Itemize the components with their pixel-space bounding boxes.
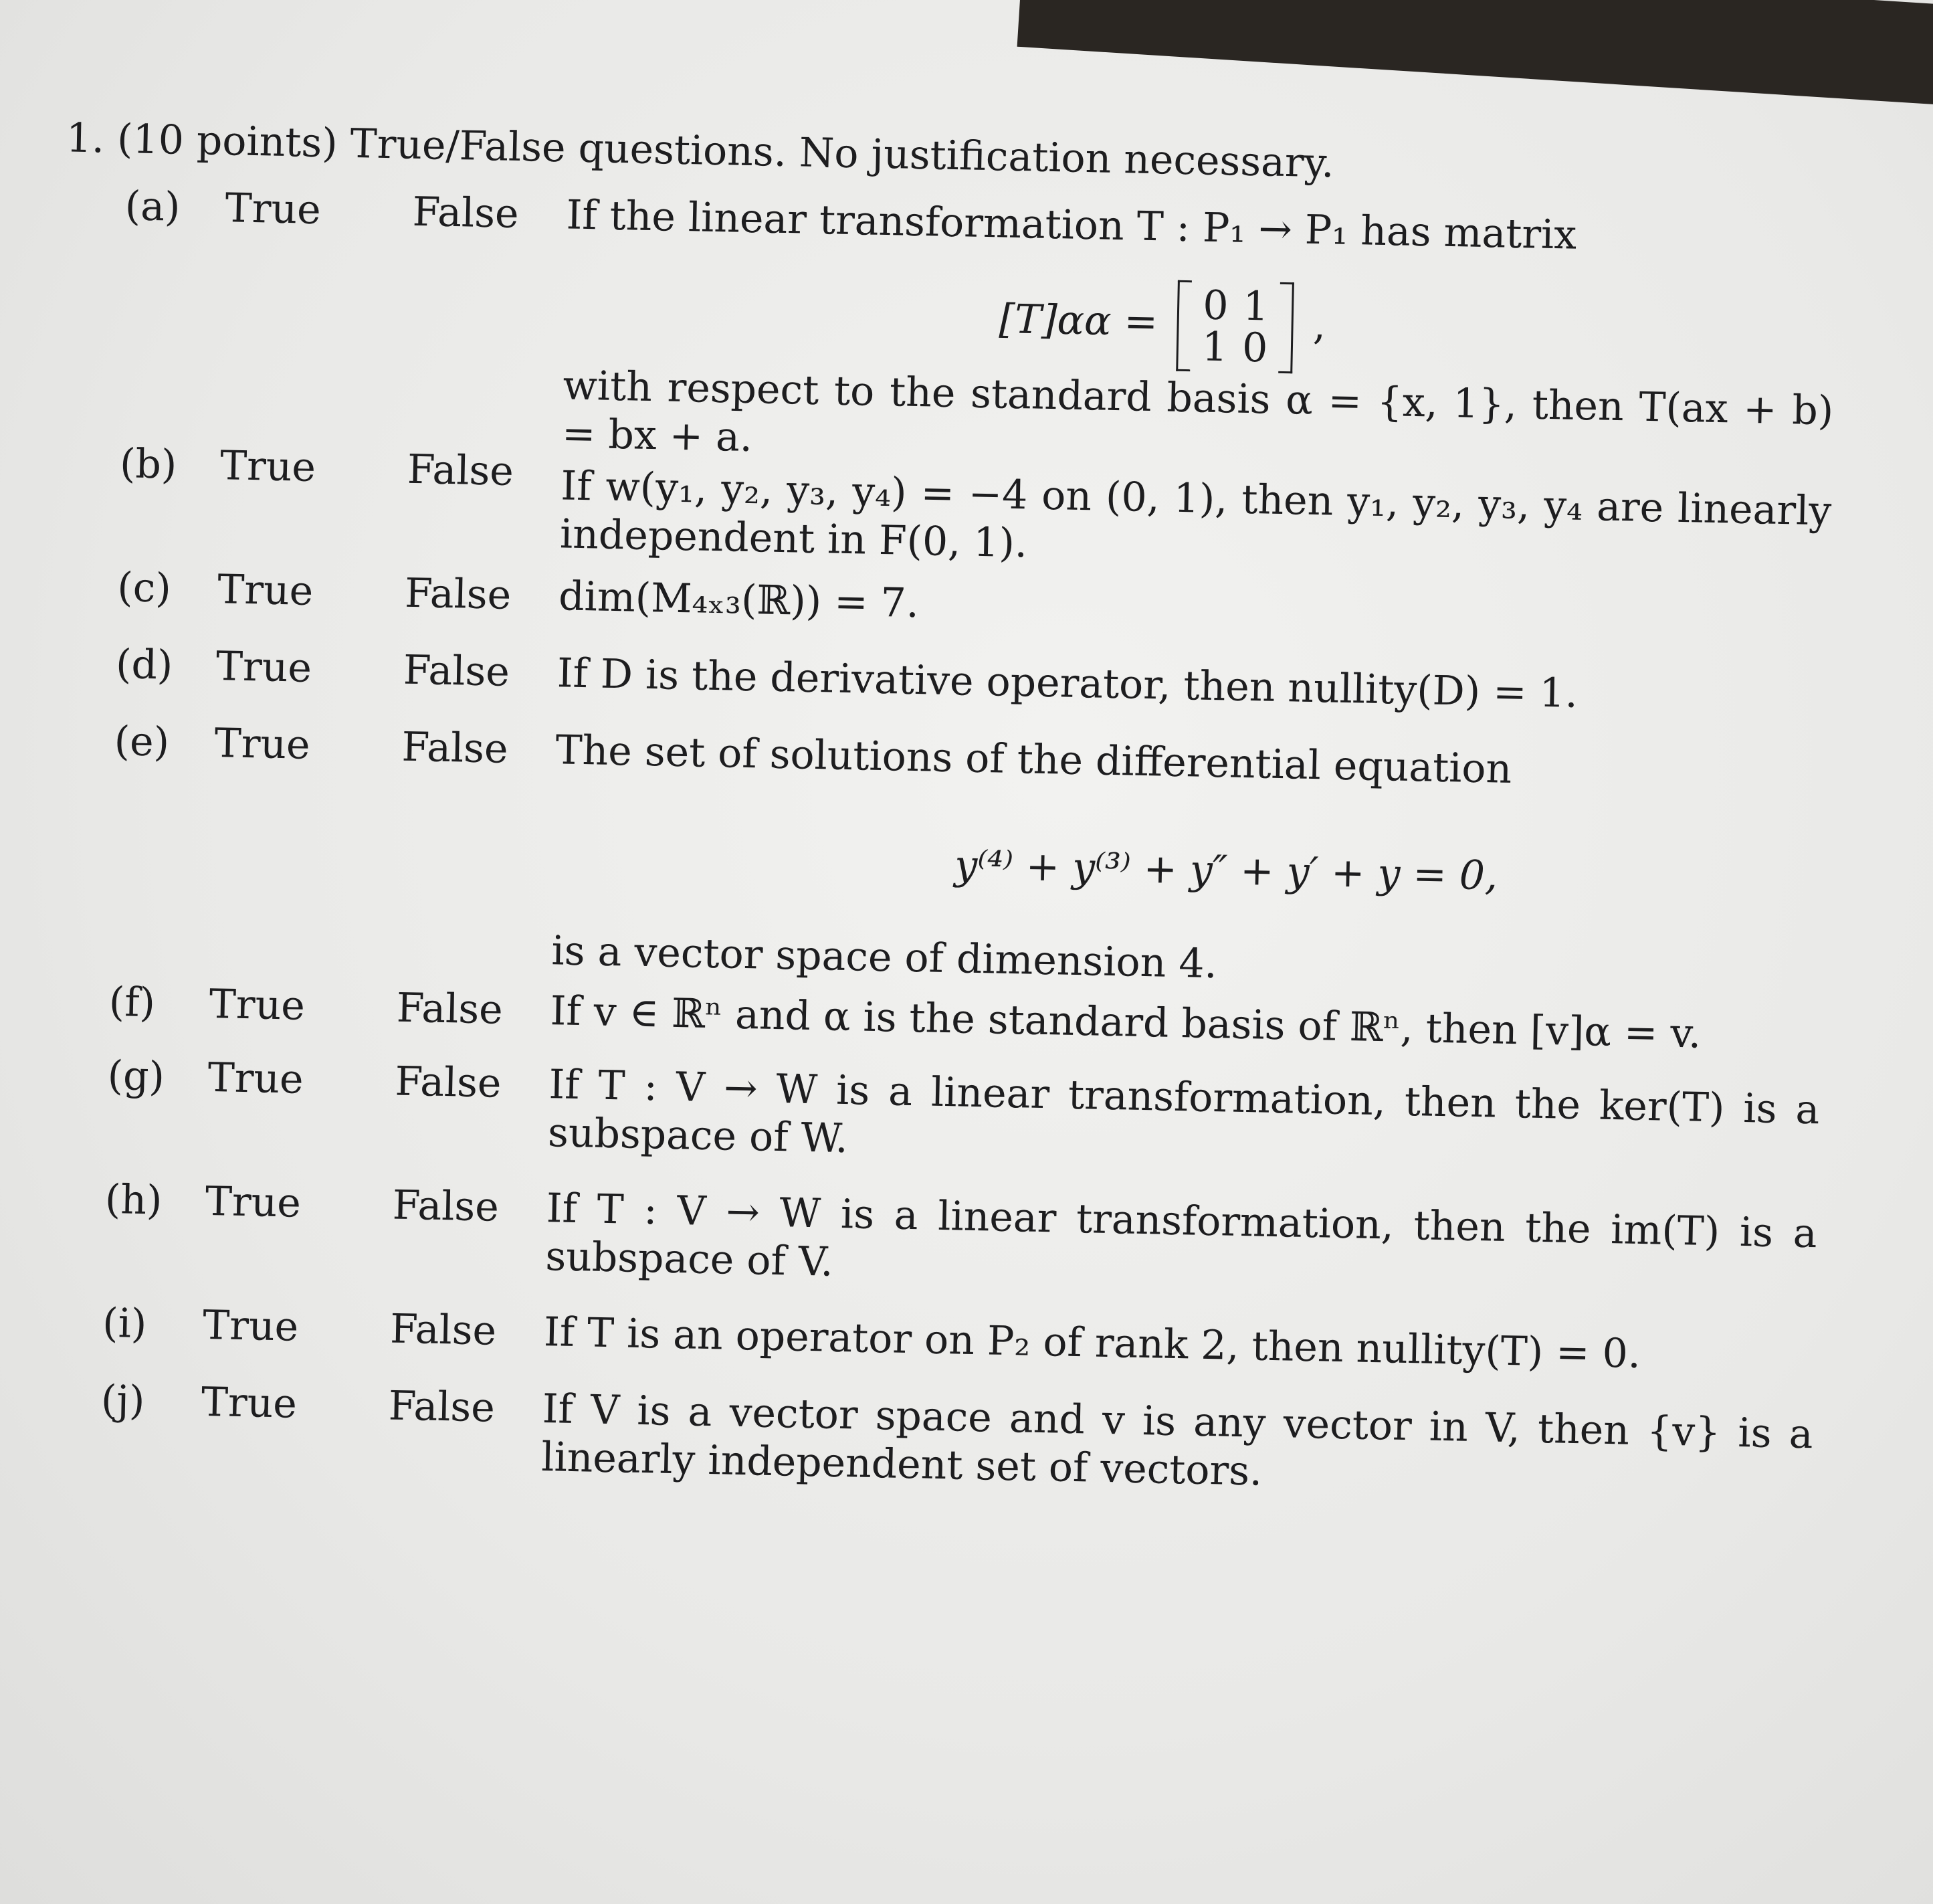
item-j (28, 1375, 1847, 1495)
item-label: (j) (100, 1376, 146, 1425)
question-instructions: True/False questions. No justification necessary. (350, 120, 1335, 187)
item-label: (e) (114, 718, 170, 766)
right-bracket (1278, 282, 1294, 373)
item-label: (h) (104, 1175, 163, 1224)
question-number: 1. (66, 114, 105, 163)
item-label: (a) (124, 183, 181, 231)
differential-equation: y⁽⁴⁾ + y⁽³⁾ + y″ + y′ + y = 0, (954, 842, 1498, 900)
question-points: (10 points) (116, 115, 338, 167)
statement: If v ∈ ℝⁿ and α is the standard basis of ℝⁿ, then [v]α = v. (550, 987, 1702, 1058)
matrix-cell: 1 (1242, 282, 1269, 330)
false-option[interactable]: False (394, 1058, 502, 1107)
item-label: (g) (107, 1052, 165, 1101)
matrix-cell: 0 (1241, 324, 1269, 372)
item-label: (d) (115, 641, 174, 689)
matrix-cell: 0 (1202, 282, 1229, 330)
matrix (1177, 280, 1295, 373)
item-d (43, 639, 1861, 717)
statement: The set of solutions of the differential equation (554, 727, 1512, 793)
dark-background-strip (1017, 0, 1933, 106)
item-h (32, 1174, 1851, 1286)
item-label: (f) (108, 978, 156, 1027)
statement-continuation: is a vector space of dimension 4. (550, 927, 1218, 988)
statement-continuation: with respect to the standard basis α = {x, 1}, then T(ax + b) = bx + a. (561, 362, 1834, 462)
false-option[interactable]: False (392, 1181, 500, 1231)
item-label: (i) (102, 1299, 148, 1348)
item-label: (b) (119, 440, 178, 488)
statement: dim(M₄ₓ₃(ℝ)) = 7. (558, 573, 920, 628)
question-header (66, 114, 1334, 187)
statement: If V is a vector space and v is any vector in V, then {v} is a linearly independent set of vectors. (540, 1386, 1814, 1495)
statement: If the linear transformation T : P₁ → P₁ has matrix (566, 191, 1577, 259)
false-option[interactable]: False (404, 569, 512, 619)
true-option[interactable]: True (207, 1054, 304, 1103)
statement: If T : V → W is a linear transformation, then the ker(T) is a subspace of W. (547, 1061, 1820, 1163)
item-a (52, 181, 1871, 462)
true-option[interactable]: True (225, 185, 322, 234)
true-option[interactable]: True (202, 1301, 299, 1351)
true-option[interactable]: True (214, 720, 311, 769)
false-option[interactable]: False (412, 188, 520, 237)
true-option[interactable]: True (217, 566, 314, 615)
false-option[interactable]: False (396, 984, 504, 1034)
item-i (29, 1298, 1848, 1377)
true-option[interactable]: True (215, 643, 312, 692)
false-option[interactable]: False (401, 723, 509, 773)
statement: If T : V → W is a linear transformation, then the im(T) is a subspace of V. (544, 1185, 1818, 1286)
statement: If D is the derivative operator, then nullity(D) = 1. (556, 650, 1579, 717)
false-option[interactable]: False (407, 446, 514, 495)
exam-sheet (19, 100, 1886, 1876)
statement: If T is an operator on P₂ of rank 2, then nullity(T) = 0. (543, 1309, 1641, 1377)
matrix-display: [T]αα = 0 1 1 0 , (998, 276, 1326, 374)
false-option[interactable]: False (388, 1382, 496, 1432)
matrix-cell: 1 (1201, 323, 1229, 371)
left-bracket (1177, 280, 1193, 371)
false-option[interactable]: False (403, 646, 510, 696)
true-option[interactable]: True (205, 1177, 302, 1227)
false-option[interactable]: False (389, 1305, 497, 1355)
item-e (41, 716, 1860, 988)
statement: If w(y₁, y₂, y₃, y₄) = −4 on (0, 1), then y₁, y₂, y₃, y₄ are linearly independent in F(0, 1). (559, 462, 1832, 567)
true-option[interactable]: True (209, 980, 306, 1030)
true-option[interactable]: True (201, 1378, 298, 1428)
true-option[interactable]: True (219, 442, 316, 491)
item-label: (c) (116, 564, 172, 612)
matrix-lhs: [T]αα = (999, 296, 1158, 346)
